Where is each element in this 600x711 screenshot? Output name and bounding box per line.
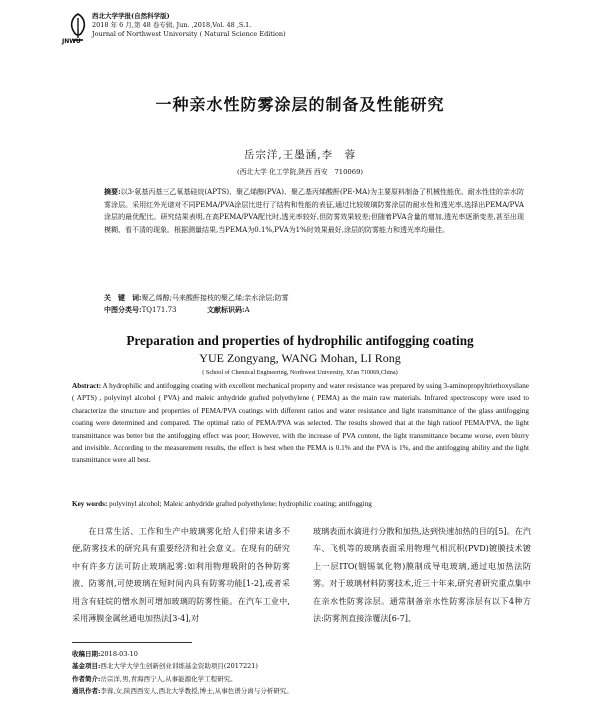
keywords-cn — [104, 292, 524, 304]
journal-logo-text: JNWU — [62, 38, 81, 45]
footnote-fund — [72, 660, 293, 672]
keywords-cn-text: 聚乙烯醇;马来酸酐接枝的聚乙烯;亲水涂层;防雾 — [141, 294, 289, 302]
keywords-cn-label: 关 键 词: — [104, 293, 142, 302]
abstract-cn-text: 以3-氨基丙基三乙氧基硅烷(APTS)、聚乙烯醇(PVA)、聚乙基丙烯酸酐(PE-MA)为主要原料制备了机械性能优、耐水性佳的亲水防雾涂层。采用红外光谱对不同PEMA/PVA涂层比进行了结构和性能的表征,通过比较玻璃防雾涂层的耐水性和透光率,选择出PEMA/PVA涂层的最优配比。研究结果表明,在高PEMA/PVA配比时,透光率较好,但防雾效果较差;但随着PVA含量的增加,透光率逐渐变差,甚至出现模糊、看不清的现象。根据测量结果,当PEMA为0.1%,PVA为1%时效果最好,涂层的防雾能力和透光率均最佳。 — [104, 188, 524, 234]
corr-label: 通讯作者: — [72, 687, 101, 696]
authors-en: YUE Zongyang, WANG Mohan, LI Rong — [199, 351, 401, 365]
abstract-en-text: A hydrophilic and antifogging coating with excellent mechanical property and water resistance was prepared by using 3-aminopropyltriethoxysilane ( APTS) , polyvinyl alcohol ( PVA) and maleic anhydride grafted polyethylene ( PEMA) as the main raw materials. Infrared spectroscopy were used to characterize the structure and properties of PEMA/PVA coatings with different ratios and water resistance and light transmittance of the glass antifogging coating were determined and compared. The optimal ratio of PEMA/PVA was selected. The results showed that at the high ratioof PEMA/PVA, the light transmittance was better but the antifogging effect was poor; However, with the increase of PVA content, the light transmittance became worse, even blurry and invisible. According to the measurement results, the effect is best when the PEMA is 0.1% and the PVA is 1%, and the antifogging ability and the light transmittance were all best. — [72, 382, 529, 465]
footnote-author — [72, 673, 293, 685]
abstract-en — [72, 380, 529, 467]
title-cn: 一种亲水性防雾涂层的制备及性能研究 — [155, 95, 445, 114]
journal-name-en: Journal of Northwest University ( Natural Science Edition) — [92, 30, 286, 38]
author-bio-value: 岳宗洋,男,青海西宁人,从事能源化学工程研究。 — [100, 674, 237, 683]
journal-issue: 2018 年 6 月,第 48 卷专辑, Jun. ,2018,Vol. 48 ,S.1. — [92, 21, 252, 29]
received-value: 2018-03-10 — [100, 650, 138, 658]
classification-cn — [104, 304, 524, 316]
footnote-received — [72, 648, 293, 660]
title-en: Preparation and properties of hydrophilic antifogging coating — [126, 333, 474, 348]
clc-label: 中图分类号: — [104, 305, 142, 314]
doc-code-value: A — [244, 306, 250, 314]
journal-header — [92, 12, 286, 39]
abstract-en-label: Abstract: — [72, 382, 102, 390]
body-column-right: 玻璃表面水滴进行分散和加热,达到快速加热的目的[5]。在汽车、飞机等的玻璃表面采用物理气相沉积(PVD)镀膜技术镀上一层ITO(铟锡氧化物)膜制成导电玻璃,通过电加热法防雾。对于玻璃材料防雾技术,近三十年来,研究者研究重点集中在亲水性防雾涂层。通常制备亲水性防雾涂层有以下4种方法:防雾剂直接涂覆法[6-7]、 — [313, 526, 531, 624]
journal-name-cn: 西北大学学报(自然科学版) — [92, 12, 170, 20]
footnote-corresponding — [72, 685, 293, 697]
abstract-cn — [104, 186, 524, 236]
keywords-en — [72, 498, 529, 510]
keywords-en-text: polyvinyl alcohol; Maleic anhydride grafted polyethylene; hydrophilic coating; antifogging — [109, 500, 372, 508]
author-bio-label: 作者简介: — [72, 674, 101, 683]
clc-value: TQ171.73 — [141, 306, 177, 314]
affiliation-cn: (西北大学 化工学院,陕西 西安 710069) — [236, 168, 364, 176]
corr-value: 李蓉,女,陕西西安人,西北大学教授,博士,从事色谱分离与分析研究。 — [100, 687, 293, 696]
authors-cn: 岳宗洋,王墨涵,李 蓉 — [243, 149, 357, 161]
fund-label: 基金项目: — [72, 662, 101, 671]
footnotes — [72, 648, 293, 698]
abstract-cn-label: 摘要: — [104, 187, 121, 196]
affiliation-en: ( School of Chemical Engineering, Northwest University, Xi'an 710069,China) — [202, 369, 398, 376]
fund-value: 西北大学大学生创新创业训练基金资助项目(2017221) — [100, 662, 258, 671]
keywords-en-label: Key words: — [72, 500, 108, 508]
doc-code-label: 文献标识码: — [206, 305, 245, 314]
received-label: 收稿日期: — [72, 650, 101, 658]
body-column-left: 在日常生活、工作和生产中玻璃雾化给人们带来诸多不便,防雾技术的研究具有重要经济和社会意义。在现有的研究中有许多方法可防止玻璃起雾:如利用物理吸附的各种防雾液、防雾剂,可使玻璃在短时间内具有防雾功能[1-2],或者采用含有硅烷的憎水剂可增加玻璃的防雾性能。在汽车工业中,采用薄膜金属丝通电加热法[3-4],对 — [72, 526, 290, 624]
footnote-divider — [72, 642, 192, 643]
